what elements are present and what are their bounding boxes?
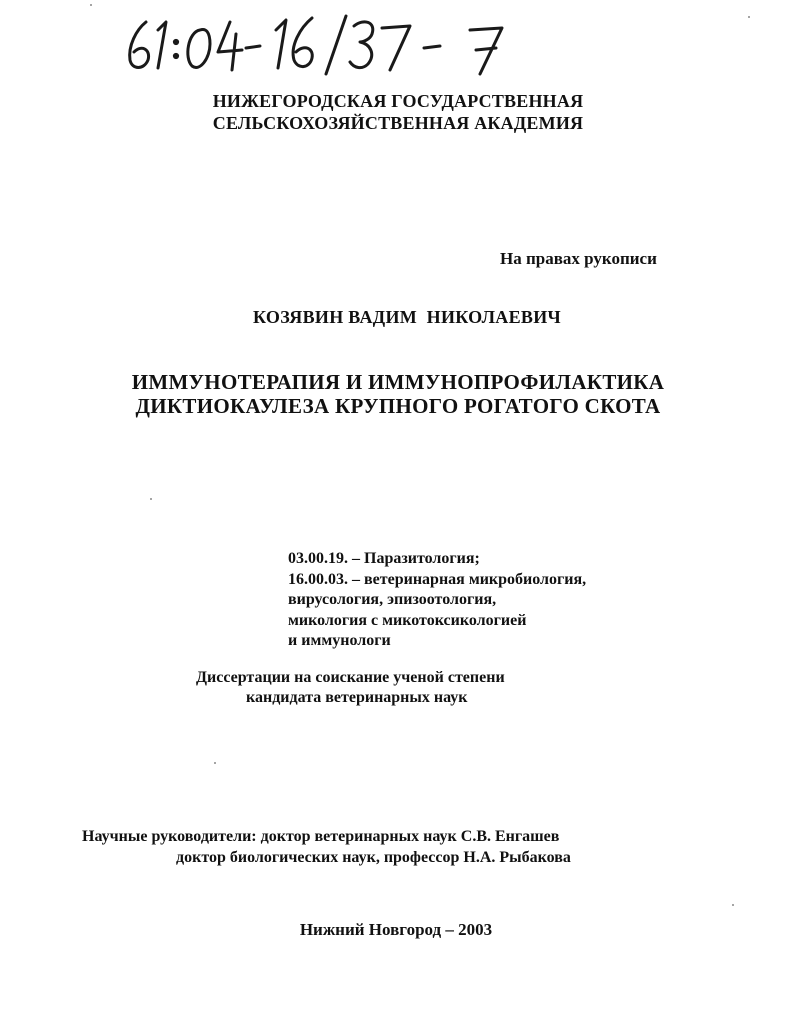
degree-line-1: Диссертации на соискание ученой степени [196,669,505,686]
handwritten-archive-code [118,8,538,80]
specialty-line: микология с микотоксикологией [288,611,527,629]
city-year: Нижний Новгород – 2003 [299,920,493,939]
scan-speck [150,498,152,500]
specialty-line: вирусология, эпизоотология, [288,591,497,608]
scan-speck [214,762,216,764]
rights-note: На правах рукописи [500,249,657,268]
title-line-2: ДИКТИОКАУЛЕЗА КРУПНОГО РОГАТОГО СКОТА [135,394,661,418]
specialty-line: 16.00.03. – ветеринарная микробиология, [288,570,587,588]
institution-line-2: СЕЛЬСКОХОЗЯЙСТВЕННАЯ АКАДЕМИЯ [212,113,584,133]
advisors-line-2: доктор биологических наук, профессор Н.А. Рыбакова [176,849,571,866]
scan-speck [732,904,734,906]
scan-speck [90,4,92,6]
title-line-1: ИММУНОТЕРАПИЯ И ИММУНОПРОФИЛАКТИКА [131,370,665,394]
scan-speck [748,16,750,18]
degree-statement [196,668,505,708]
specialties-block [288,549,586,652]
specialty-line: 03.00.19. – Паразитология; [288,550,480,567]
author-name: КОЗЯВИН ВАДИМ НИКОЛАЕВИЧ [252,307,561,327]
institution-name [0,90,796,134]
institution-line-1: НИЖЕГОРОДСКАЯ ГОСУДАРСТВЕННАЯ [212,91,584,111]
advisors-line-1: Научные руководители: доктор ветеринарных наук С.В. Енгашев [82,828,560,845]
dissertation-title [0,370,796,418]
scientific-advisors [82,826,571,868]
specialty-line: и иммунологи [288,632,391,649]
degree-line-2: кандидата ветеринарных наук [246,689,468,706]
